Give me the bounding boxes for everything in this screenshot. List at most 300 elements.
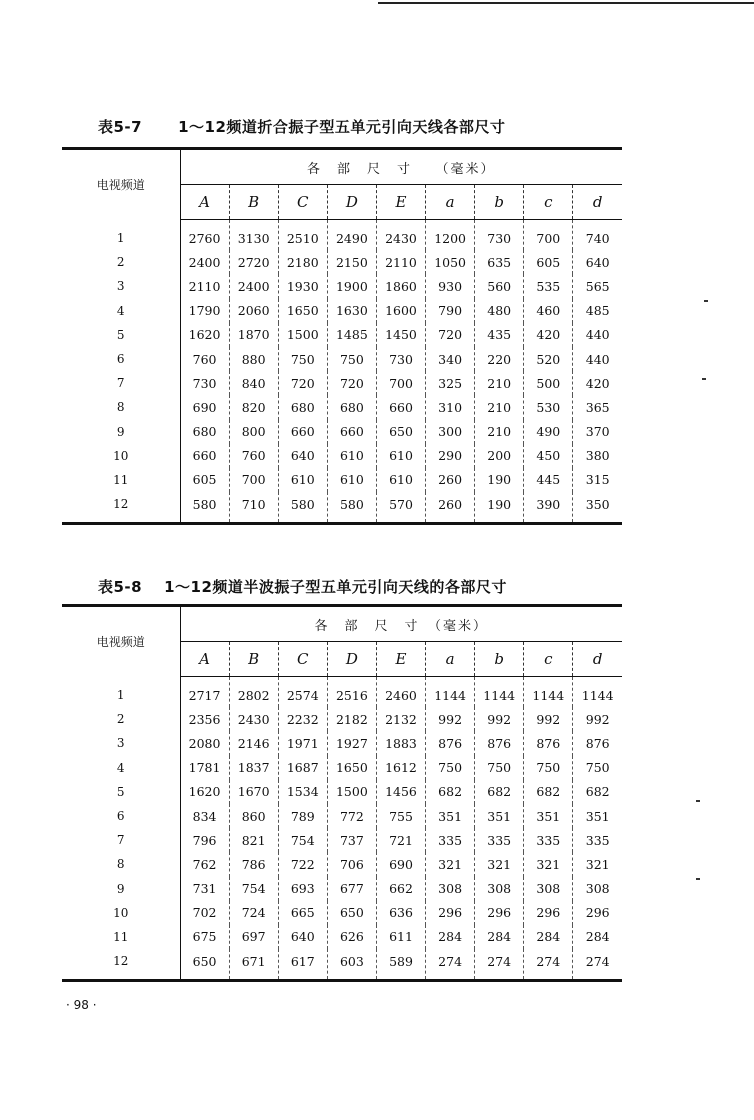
dimension-cell: 351 — [426, 804, 475, 828]
dimension-cell: 2717 — [188, 687, 221, 703]
channel-cell: 6 — [62, 804, 180, 828]
dimension-cell: 690 — [192, 399, 217, 415]
dimension-cell: 1200 — [426, 220, 475, 251]
dimension-cell: 750 — [475, 756, 524, 780]
dimension-cell: 284 — [524, 925, 573, 949]
dimension-cell: 680 — [278, 395, 327, 419]
column-header-B: B — [229, 185, 278, 220]
dimension-cell: 1837 — [229, 756, 278, 780]
dimension-cell: 789 — [278, 804, 327, 828]
top-rule — [378, 2, 754, 4]
dimension-cell: 2146 — [229, 731, 278, 755]
dimension-cell: 671 — [229, 949, 278, 981]
dimension-cell: 665 — [278, 901, 327, 925]
channel-cell: 11 — [62, 925, 180, 949]
dimension-cell: 435 — [475, 323, 524, 347]
dimension-cell: 700 — [524, 220, 573, 251]
dimension-cell: 721 — [376, 828, 425, 852]
dimension-cell: 640 — [278, 444, 327, 468]
dimension-cell: 1650 — [278, 299, 327, 323]
dimension-cell: 308 — [573, 877, 622, 901]
dimension-cell: 335 — [573, 828, 622, 852]
channel-cell: 1 — [62, 220, 180, 251]
dimension-cell: 565 — [573, 274, 622, 298]
dimension-cell: 580 — [278, 492, 327, 524]
channel-cell: 2 — [62, 707, 180, 731]
dimension-cell: 1600 — [376, 299, 425, 323]
dimension-cell: 730 — [475, 220, 524, 251]
dimension-cell: 485 — [573, 299, 622, 323]
dimension-cell: 772 — [327, 804, 376, 828]
dimension-cell: 682 — [573, 780, 622, 804]
dimension-cell: 650 — [327, 901, 376, 925]
dimension-cell: 274 — [573, 949, 622, 981]
dimension-cell: 1500 — [278, 323, 327, 347]
dimensions-table — [62, 147, 622, 525]
dimension-cell: 636 — [376, 901, 425, 925]
dimension-cell: 605 — [192, 472, 217, 488]
dimension-cell: 731 — [192, 881, 217, 897]
dimension-cell: 796 — [192, 832, 217, 848]
dimension-cell: 724 — [229, 901, 278, 925]
scan-speck — [704, 300, 708, 302]
dimension-cell: 380 — [573, 444, 622, 468]
dimension-cell: 876 — [426, 731, 475, 755]
dimension-cell: 2182 — [327, 707, 376, 731]
column-header-A: A — [180, 642, 229, 677]
channel-cell: 12 — [62, 492, 180, 524]
dimension-cell: 992 — [573, 707, 622, 731]
dimension-cell: 720 — [426, 323, 475, 347]
dimension-cell: 680 — [327, 395, 376, 419]
dimension-cell: 2132 — [376, 707, 425, 731]
dimension-cell: 675 — [192, 929, 217, 945]
column-header-c: c — [524, 642, 573, 677]
dimensions-table — [62, 604, 622, 982]
table-row — [62, 274, 622, 298]
dimension-cell: 640 — [573, 250, 622, 274]
dimension-cell: 335 — [524, 828, 573, 852]
dimension-cell: 260 — [426, 492, 475, 524]
column-header-C: C — [278, 185, 327, 220]
table-row — [62, 420, 622, 444]
dimension-cell: 520 — [524, 347, 573, 371]
table-number: 表5-7 — [98, 118, 143, 136]
dimension-cell: 440 — [573, 347, 622, 371]
dimension-cell: 697 — [229, 925, 278, 949]
table-row — [62, 220, 622, 251]
dimension-cell: 308 — [475, 877, 524, 901]
dimension-cell: 480 — [475, 299, 524, 323]
dimension-cell: 1612 — [376, 756, 425, 780]
dimension-cell: 490 — [524, 420, 573, 444]
dimension-cell: 210 — [475, 420, 524, 444]
dimension-cell: 605 — [524, 250, 573, 274]
dimension-cell: 1485 — [327, 323, 376, 347]
dimension-cell: 992 — [426, 707, 475, 731]
dimension-cell: 1971 — [278, 731, 327, 755]
dimension-cell: 1870 — [229, 323, 278, 347]
channel-cell: 9 — [62, 877, 180, 901]
dimension-cell: 1144 — [426, 677, 475, 708]
dimension-cell: 682 — [475, 780, 524, 804]
dimension-cell: 660 — [278, 420, 327, 444]
column-header-b: b — [475, 642, 524, 677]
dimension-cell: 800 — [229, 420, 278, 444]
channel-cell: 3 — [62, 731, 180, 755]
dimension-cell: 2356 — [188, 711, 221, 727]
table-row — [62, 756, 622, 780]
scan-speck — [702, 378, 706, 380]
dimension-cell: 2510 — [278, 220, 327, 251]
row-header: 电视频道 — [62, 606, 180, 677]
column-header-d: d — [573, 185, 622, 220]
dimension-cell: 300 — [426, 420, 475, 444]
channel-cell: 10 — [62, 901, 180, 925]
dimension-cell: 2574 — [278, 677, 327, 708]
dimension-cell: 1650 — [327, 756, 376, 780]
dimension-cell: 2490 — [327, 220, 376, 251]
table-row — [62, 925, 622, 949]
dimension-cell: 992 — [524, 707, 573, 731]
column-header-b: b — [475, 185, 524, 220]
dimension-cell: 340 — [426, 347, 475, 371]
dimension-cell: 535 — [524, 274, 573, 298]
column-header-c: c — [524, 185, 573, 220]
dimension-cell: 420 — [573, 371, 622, 395]
dimension-cell: 1930 — [278, 274, 327, 298]
dimension-cell: 840 — [229, 371, 278, 395]
dimension-cell: 1144 — [524, 677, 573, 708]
dimension-cell: 2232 — [278, 707, 327, 731]
dimension-cell: 1927 — [327, 731, 376, 755]
dimension-cell: 720 — [327, 371, 376, 395]
dimension-cell: 992 — [475, 707, 524, 731]
dimension-cell: 370 — [573, 420, 622, 444]
dimension-cell: 1687 — [278, 756, 327, 780]
dimension-cell: 650 — [192, 953, 217, 969]
dimension-cell: 1500 — [327, 780, 376, 804]
dimension-cell: 730 — [376, 347, 425, 371]
channel-cell: 10 — [62, 444, 180, 468]
dimension-cell: 308 — [524, 877, 573, 901]
dimension-cell: 325 — [426, 371, 475, 395]
dimension-cell: 210 — [475, 371, 524, 395]
dimension-cell: 365 — [573, 395, 622, 419]
dimension-cell: 315 — [573, 468, 622, 492]
dimension-cell: 3130 — [229, 220, 278, 251]
table-row — [62, 444, 622, 468]
dimension-cell: 296 — [524, 901, 573, 925]
dimension-cell: 1630 — [327, 299, 376, 323]
dimension-cell: 2060 — [229, 299, 278, 323]
table-caption — [98, 576, 507, 597]
table-title: 1～12频道半波振子型五单元引向天线的各部尺寸 — [164, 578, 507, 596]
table-row — [62, 877, 622, 901]
dimension-cell: 750 — [573, 756, 622, 780]
dimension-cell: 260 — [426, 468, 475, 492]
column-header-E: E — [376, 642, 425, 677]
dimension-cell: 2400 — [188, 254, 221, 270]
table-row — [62, 828, 622, 852]
table-row — [62, 468, 622, 492]
channel-cell: 5 — [62, 780, 180, 804]
table-row — [62, 780, 622, 804]
dimension-cell: 693 — [278, 877, 327, 901]
dimension-cell: 640 — [278, 925, 327, 949]
dimension-cell: 2080 — [188, 735, 221, 751]
dimension-cell: 820 — [229, 395, 278, 419]
scan-speck — [696, 878, 700, 880]
dimension-cell: 660 — [327, 420, 376, 444]
dimension-cell: 790 — [426, 299, 475, 323]
dimension-cell: 1620 — [188, 327, 221, 343]
dimension-cell: 662 — [376, 877, 425, 901]
dimension-cell: 589 — [376, 949, 425, 981]
channel-cell: 1 — [62, 677, 180, 708]
dimension-cell: 1883 — [376, 731, 425, 755]
table-number: 表5-8 — [98, 578, 143, 596]
dimension-cell: 445 — [524, 468, 573, 492]
dimension-cell: 296 — [426, 901, 475, 925]
dimension-cell: 1450 — [376, 323, 425, 347]
dimension-cell: 580 — [327, 492, 376, 524]
table-row — [62, 852, 622, 876]
dimension-cell: 603 — [327, 949, 376, 981]
column-header-E: E — [376, 185, 425, 220]
channel-cell: 5 — [62, 323, 180, 347]
dimension-cell: 702 — [192, 905, 217, 921]
channel-cell: 8 — [62, 395, 180, 419]
dimension-cell: 2802 — [229, 677, 278, 708]
channel-cell: 7 — [62, 828, 180, 852]
dimension-cell: 660 — [192, 448, 217, 464]
table-body — [62, 220, 622, 524]
dimension-cell: 570 — [376, 492, 425, 524]
dimension-cell: 635 — [475, 250, 524, 274]
dimension-cell: 284 — [475, 925, 524, 949]
dimension-cell: 2720 — [229, 250, 278, 274]
dimension-cell: 610 — [327, 444, 376, 468]
dimension-cell: 1781 — [188, 760, 221, 776]
dimension-cell: 2430 — [376, 220, 425, 251]
dimension-cell: 610 — [376, 468, 425, 492]
dimension-cell: 351 — [524, 804, 573, 828]
dimension-cell: 755 — [376, 804, 425, 828]
dimension-cell: 321 — [573, 852, 622, 876]
dimension-cell: 1456 — [376, 780, 425, 804]
group-header: 各 部 尺 寸 （毫米） — [180, 149, 622, 185]
dimension-cell: 296 — [573, 901, 622, 925]
dimension-cell: 611 — [376, 925, 425, 949]
dimension-cell: 420 — [524, 323, 573, 347]
dimension-cell: 610 — [327, 468, 376, 492]
dimension-cell: 310 — [426, 395, 475, 419]
dimension-cell: 930 — [426, 274, 475, 298]
dimension-cell: 677 — [327, 877, 376, 901]
dimension-cell: 530 — [524, 395, 573, 419]
dimension-cell: 308 — [426, 877, 475, 901]
dimension-cell: 321 — [426, 852, 475, 876]
dimension-cell: 190 — [475, 468, 524, 492]
dimension-cell: 754 — [229, 877, 278, 901]
dimension-cell: 682 — [524, 780, 573, 804]
dimension-cell: 2516 — [327, 677, 376, 708]
dimension-cell: 1050 — [426, 250, 475, 274]
table-body — [62, 677, 622, 981]
table-row — [62, 395, 622, 419]
dimension-cell: 754 — [278, 828, 327, 852]
dimension-cell: 876 — [475, 731, 524, 755]
dimension-cell: 650 — [376, 420, 425, 444]
dimension-cell: 706 — [327, 852, 376, 876]
dimension-cell: 750 — [278, 347, 327, 371]
dimension-cell: 274 — [475, 949, 524, 981]
dimension-cell: 2180 — [278, 250, 327, 274]
dimension-cell: 1144 — [475, 677, 524, 708]
channel-cell: 6 — [62, 347, 180, 371]
dimension-cell: 730 — [192, 375, 217, 391]
dimension-cell: 1534 — [278, 780, 327, 804]
dimension-cell: 876 — [573, 731, 622, 755]
dimension-cell: 335 — [426, 828, 475, 852]
dimension-cell: 450 — [524, 444, 573, 468]
dimension-cell: 220 — [475, 347, 524, 371]
column-header-D: D — [327, 185, 376, 220]
channel-cell: 9 — [62, 420, 180, 444]
row-header: 电视频道 — [62, 149, 180, 220]
table-row — [62, 949, 622, 981]
dimension-cell: 760 — [229, 444, 278, 468]
column-header-D: D — [327, 642, 376, 677]
dimension-cell: 210 — [475, 395, 524, 419]
dimension-cell: 1900 — [327, 274, 376, 298]
dimension-cell: 560 — [475, 274, 524, 298]
dimension-cell: 682 — [426, 780, 475, 804]
table-row — [62, 323, 622, 347]
dimension-cell: 1860 — [376, 274, 425, 298]
column-header-d: d — [573, 642, 622, 677]
dimension-cell: 335 — [475, 828, 524, 852]
column-header-a: a — [426, 642, 475, 677]
dimension-cell: 350 — [573, 492, 622, 524]
table-row — [62, 299, 622, 323]
dimension-cell: 610 — [376, 444, 425, 468]
dimension-cell: 880 — [229, 347, 278, 371]
table-row — [62, 371, 622, 395]
table-caption — [98, 116, 505, 137]
dimension-cell: 2400 — [229, 274, 278, 298]
channel-cell: 4 — [62, 756, 180, 780]
table-title: 1～12频道折合振子型五单元引向天线各部尺寸 — [178, 118, 506, 136]
channel-cell: 12 — [62, 949, 180, 981]
dimension-cell: 296 — [475, 901, 524, 925]
dimension-cell: 284 — [573, 925, 622, 949]
table-row — [62, 901, 622, 925]
channel-cell: 2 — [62, 250, 180, 274]
dimension-cell: 2110 — [376, 250, 425, 274]
dimension-cell: 1790 — [188, 303, 221, 319]
dimension-cell: 580 — [192, 496, 217, 512]
dimension-cell: 1620 — [188, 784, 221, 800]
table-row — [62, 492, 622, 524]
dimension-cell: 786 — [229, 852, 278, 876]
table-row — [62, 804, 622, 828]
table-row — [62, 347, 622, 371]
dimension-cell: 200 — [475, 444, 524, 468]
channel-cell: 11 — [62, 468, 180, 492]
column-header-C: C — [278, 642, 327, 677]
dimension-cell: 284 — [426, 925, 475, 949]
channel-cell: 4 — [62, 299, 180, 323]
dimension-cell: 460 — [524, 299, 573, 323]
dimension-cell: 740 — [573, 220, 622, 251]
dimension-cell: 1144 — [573, 677, 622, 708]
dimension-cell: 274 — [426, 949, 475, 981]
dimension-cell: 2430 — [229, 707, 278, 731]
dimension-cell: 2460 — [376, 677, 425, 708]
channel-cell: 7 — [62, 371, 180, 395]
dimension-cell: 610 — [278, 468, 327, 492]
dimension-cell: 617 — [278, 949, 327, 981]
dimension-cell: 876 — [524, 731, 573, 755]
dimension-cell: 321 — [524, 852, 573, 876]
column-header-B: B — [229, 642, 278, 677]
dimension-cell: 680 — [192, 424, 217, 440]
dimension-cell: 390 — [524, 492, 573, 524]
dimension-cell: 190 — [475, 492, 524, 524]
dimension-cell: 710 — [229, 492, 278, 524]
column-header-A: A — [180, 185, 229, 220]
group-header: 各 部 尺 寸 （毫米） — [180, 606, 622, 642]
channel-cell: 8 — [62, 852, 180, 876]
dimension-cell: 351 — [573, 804, 622, 828]
dimension-cell: 762 — [192, 856, 217, 872]
dimension-cell: 834 — [192, 808, 217, 824]
dimension-cell: 351 — [475, 804, 524, 828]
table-row — [62, 707, 622, 731]
dimension-cell: 750 — [524, 756, 573, 780]
table-row — [62, 731, 622, 755]
column-header-a: a — [426, 185, 475, 220]
dimension-cell: 2760 — [188, 230, 221, 246]
dimension-cell: 821 — [229, 828, 278, 852]
channel-cell: 3 — [62, 274, 180, 298]
dimension-cell: 2150 — [327, 250, 376, 274]
table-row — [62, 250, 622, 274]
dimension-cell: 737 — [327, 828, 376, 852]
dimension-cell: 860 — [229, 804, 278, 828]
dimension-cell: 700 — [229, 468, 278, 492]
dimension-cell: 2110 — [188, 278, 221, 294]
dimension-cell: 750 — [426, 756, 475, 780]
dimension-cell: 274 — [524, 949, 573, 981]
dimension-cell: 500 — [524, 371, 573, 395]
scan-speck — [696, 800, 700, 802]
page-number: · 98 · — [66, 998, 97, 1012]
dimension-cell: 626 — [327, 925, 376, 949]
dimension-cell: 660 — [376, 395, 425, 419]
table-row — [62, 677, 622, 708]
dimension-cell: 321 — [475, 852, 524, 876]
dimension-cell: 722 — [278, 852, 327, 876]
dimension-cell: 720 — [278, 371, 327, 395]
dimension-cell: 760 — [192, 351, 217, 367]
dimension-cell: 750 — [327, 347, 376, 371]
dimension-cell: 690 — [376, 852, 425, 876]
dimension-cell: 700 — [376, 371, 425, 395]
dimension-cell: 1670 — [229, 780, 278, 804]
